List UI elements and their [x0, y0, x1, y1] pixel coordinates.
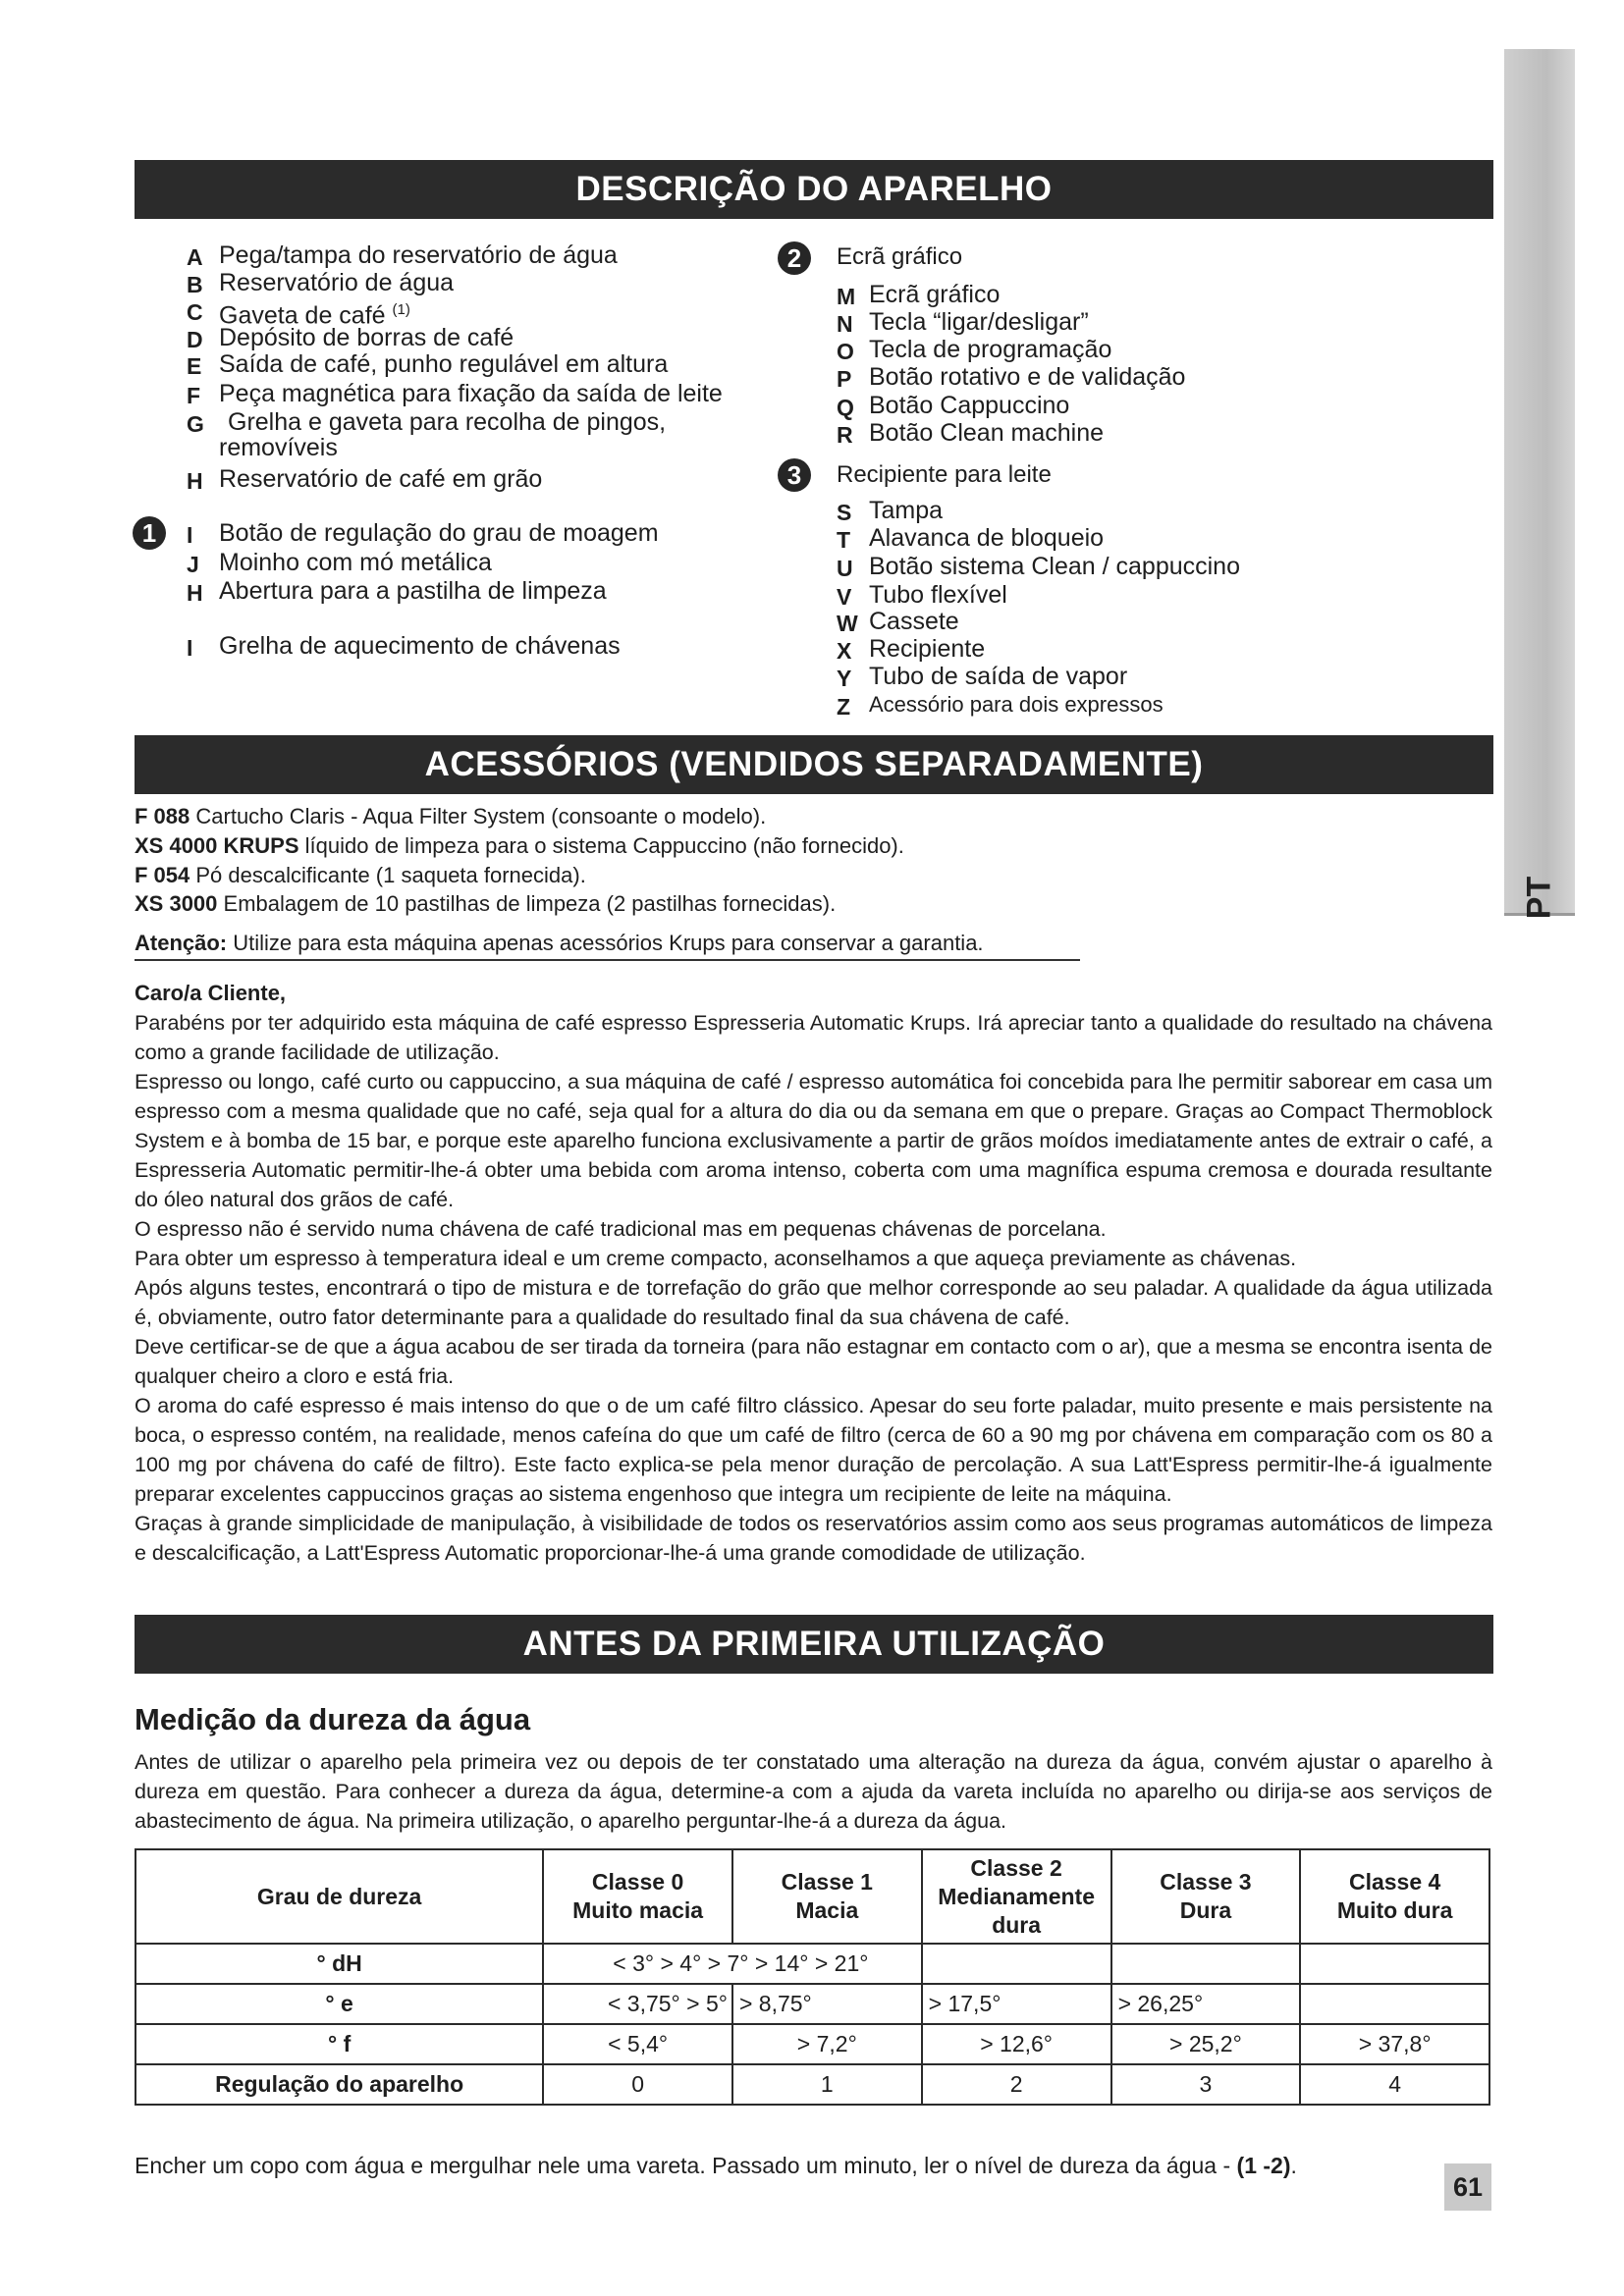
row-label: ° dH — [135, 1944, 543, 1984]
paragraph: Parabéns por ter adquirido esta máquina de café espresso Espresseria Automatic Krups. Irá apreciar tanto a qualidade do resultado na chávena como a grande facilidade de utilização. — [135, 1011, 1492, 1064]
paragraph: Para obter um espresso à temperatura ideal e um creme compacto, aconselhamos a que aqueça previamente as chávenas. — [135, 1247, 1297, 1270]
header-cell: Classe 4 Muito dura — [1300, 1849, 1489, 1944]
accessory-item: F 088 Cartucho Claris - Aqua Filter System (consoante o modelo). — [135, 804, 767, 828]
callout-badge-2: 2 — [778, 241, 811, 275]
header-cell: Classe 0 Muito macia — [543, 1849, 732, 1944]
attention-note: Atenção: Utilize para esta máquina apenas acessórios Krups para conservar a garantia. — [135, 931, 984, 955]
attention-underline — [135, 959, 1080, 961]
row-label: Regulação do aparelho — [135, 2064, 543, 2105]
table-cell: < 5,4° — [543, 2024, 732, 2064]
table-cell — [1300, 1984, 1489, 2024]
paragraph: O aroma do café espresso é mais intenso do que o de um café filtro clássico. Apesar do seu forte paladar, muito presente e mais persistente na boca, o espresso contém, na realidade, menos cafeína do que um café de filtro (cerca de 60 a 90 mg por chávena em comparação com os 80 a 100 mg por chávena do café de filtro). Este facto explica-se pela menor duração de percolação. A sua Latt'Espress permitir-lhe-á igualmente preparar excelentes cappuccinos graças ao sistema engenhoso que integra um recipiente de leite na máquina. — [135, 1394, 1492, 1506]
callout-badge-3: 3 — [778, 458, 811, 492]
header-cell: Grau de dureza — [135, 1849, 543, 1944]
table-cell: 4 — [1300, 2064, 1489, 2105]
accessory-item: XS 4000 KRUPS líquido de limpeza para o sistema Cappuccino (não fornecido). — [135, 833, 904, 858]
section-title-descricao: DESCRIÇÃO DO APARELHO — [135, 160, 1493, 219]
paragraph: Após alguns testes, encontrará o tipo de mistura e de torrefação do grão que melhor corresponde ao seu paladar. A qualidade da água utilizada é, obviamente, outro fator determinante para a qualidade do resultado final da sua chávena de café. — [135, 1276, 1492, 1329]
header-cell: Classe 1 Macia — [732, 1849, 922, 1944]
table-cell — [922, 1944, 1111, 1984]
table-cell: 3 — [1111, 2064, 1301, 2105]
language-label: PT — [1520, 876, 1558, 920]
page-number: 61 — [1444, 2163, 1491, 2211]
table-row — [135, 1984, 1489, 2024]
accessory-item: F 054 Pó descalcificante (1 saqueta fornecida). — [135, 863, 586, 887]
table-cell: > 25,2° — [1111, 2024, 1301, 2064]
hardness-instruction: Encher um copo com água e mergulhar nele uma vareta. Passado um minuto, ler o nível de dureza da água - (1 -2). — [135, 2153, 1297, 2178]
table-cell: > 7,2° — [732, 2024, 922, 2064]
subtitle-water-hardness: Medição da dureza da água — [135, 1702, 531, 1736]
row-label: ° e — [135, 1984, 543, 2024]
table-cell: 0 — [543, 2064, 732, 2105]
table-cell: > 37,8° — [1300, 2024, 1489, 2064]
table-cell: 1 — [732, 2064, 922, 2105]
group-heading-milk: Recipiente para leite — [837, 461, 1052, 488]
paragraph: Espresso ou longo, café curto ou cappuccino, a sua máquina de café / espresso automática foi concebida para lhe permitir saborear em casa um espresso com a mesma qualidade que no café, seja qual for a altura do dia ou da semana em que o prepare. Graças ao Compact Thermoblock System e à bomba de 15 bar, e porque este aparelho funciona exclusivamente a partir de grãos moídos imediatamente antes de extrair o café, a Espresseria Automatic permitir-lhe-á obter uma bebida com aroma intenso, coberta com uma magnífica espuma cremosa e dourada resultante do óleo natural dos grãos de café. — [135, 1070, 1492, 1211]
table-row — [135, 2064, 1489, 2105]
section-title-antes: ANTES DA PRIMEIRA UTILIZAÇÃO — [135, 1615, 1493, 1674]
paragraph: O espresso não é servido numa chávena de café tradicional mas em pequenas chávenas de porcelana. — [135, 1217, 1107, 1241]
table-header-row — [135, 1849, 1489, 1944]
table-cell: > 17,5° — [922, 1984, 1111, 2024]
paragraph: Deve certificar-se de que a água acabou de ser tirada da torneira (para não estagnar em contacto com o ar), que a mesma se encontra isenta de qualquer cheiro a cloro e está fria. — [135, 1335, 1492, 1388]
accessory-item: XS 3000 Embalagem de 10 pastilhas de limpeza (2 pastilhas fornecidas). — [135, 891, 837, 916]
header-cell: Classe 2 Medianamente dura — [922, 1849, 1111, 1944]
table-cell: < 3° > 4° > 7° > 14° > 21° — [543, 1944, 921, 1984]
callout-badge-1: 1 — [133, 516, 166, 550]
table-cell: > 8,75° — [732, 1984, 922, 2024]
language-tab — [1504, 49, 1575, 920]
table-cell — [1111, 1944, 1301, 1984]
row-label: ° f — [135, 2024, 543, 2064]
section-title-acessorios: ACESSÓRIOS (VENDIDOS SEPARADAMENTE) — [135, 735, 1493, 794]
hardness-table — [135, 1848, 1490, 2106]
paragraph: Graças à grande simplicidade de manipulação, à visibilidade de todos os reservatórios assim como aos seus programas automáticos de limpeza e descalcificação, a Latt'Espress Automatic proporcionar-lhe-á uma grande comodidade de utilização. — [135, 1512, 1492, 1565]
table-cell: > 12,6° — [922, 2024, 1111, 2064]
hardness-paragraph: Antes de utilizar o aparelho pela primeira vez ou depois de ter constatado uma alteração na dureza da água, convém ajustar o aparelho à dureza em questão. Para conhecer a dureza da água, determine-a com a ajuda da vareta incluída no aparelho ou dirija-se aos serviços de abastecimento de água. Na primeira utilização, o aparelho perguntar-lhe-á a dureza da água. — [135, 1750, 1492, 1833]
group-heading-display: Ecrã gráfico — [837, 243, 963, 270]
intro-text — [135, 979, 1492, 1568]
table-cell: 2 — [922, 2064, 1111, 2105]
table-cell — [1300, 1944, 1489, 1984]
salutation: Caro/a Cliente, — [135, 981, 287, 1005]
table-cell: < 3,75° > 5° — [543, 1984, 732, 2024]
table-cell: > 26,25° — [1111, 1984, 1301, 2024]
table-row — [135, 2024, 1489, 2064]
header-cell: Classe 3 Dura — [1111, 1849, 1301, 1944]
table-row — [135, 1944, 1489, 1984]
